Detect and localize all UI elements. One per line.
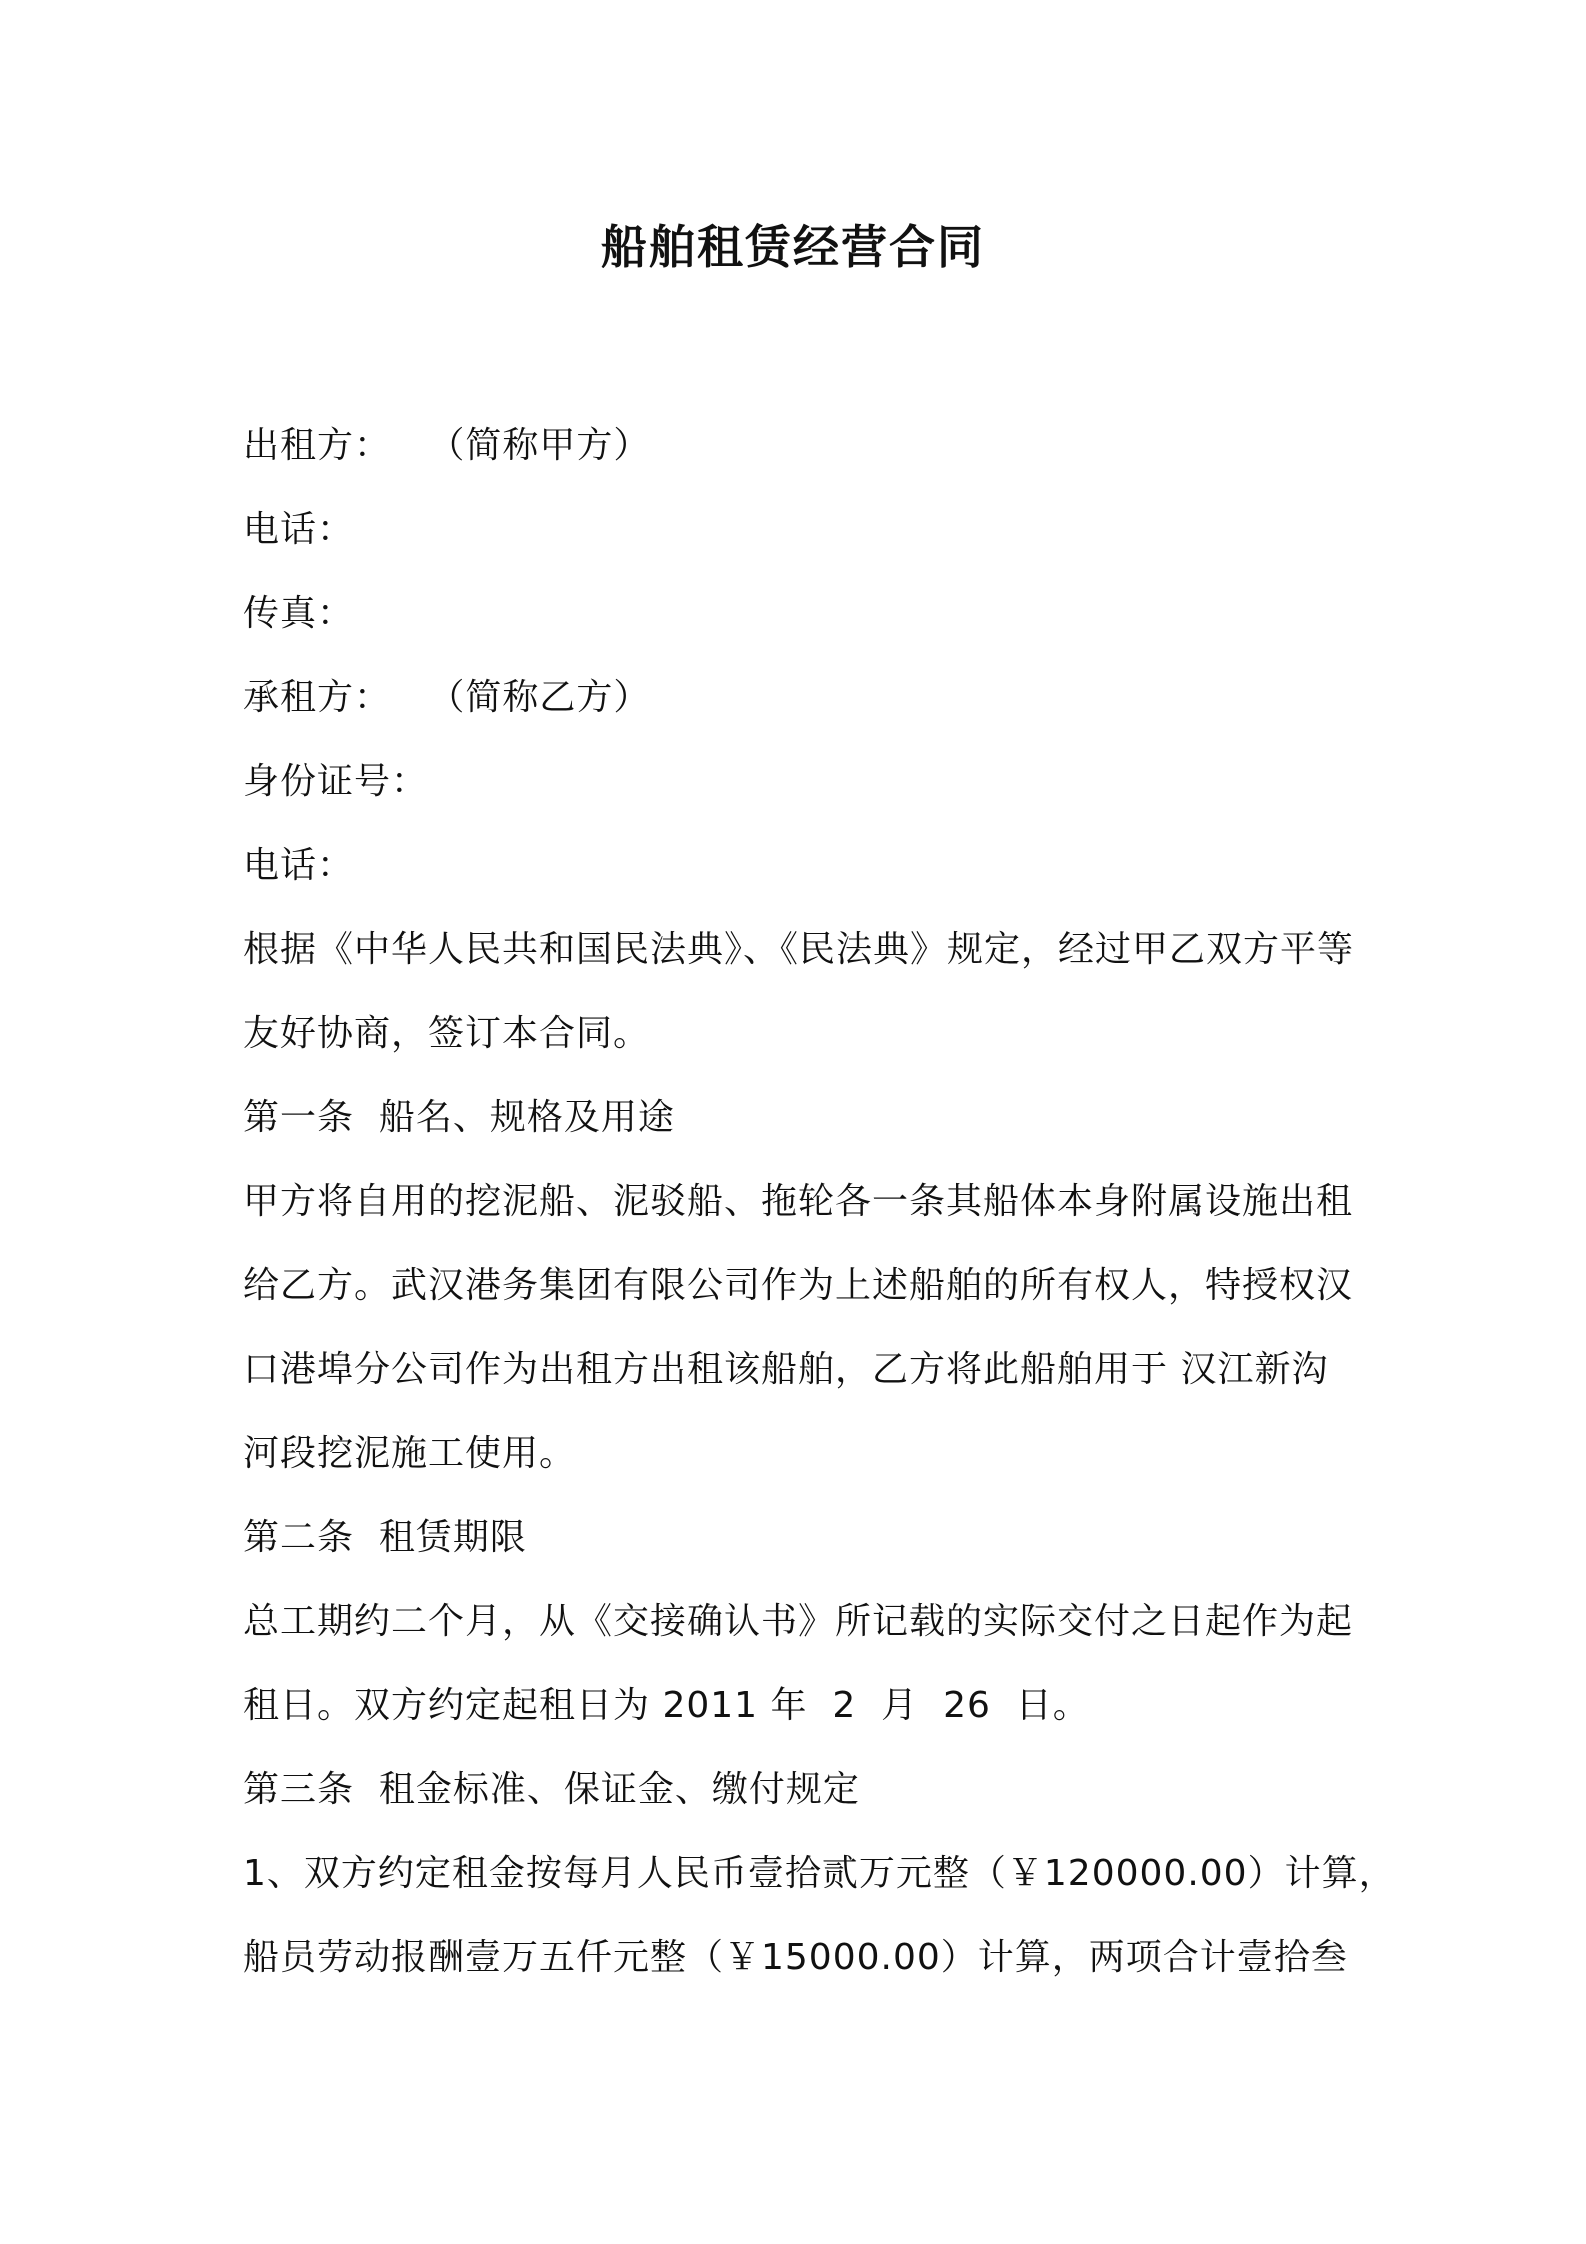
lessee-line: 承租方： （简称乙方） [243,677,651,718]
preamble-line: 根据《中华人民共和国民法典》、《民法典》规定，经过甲乙双方平等 [243,929,1355,970]
lessee-id-line: 身份证号： [243,761,429,802]
lessor-phone-line: 电话： [243,509,355,550]
article-1-heading: 第一条 船名、规格及用途 [243,1097,675,1138]
article-1-line: 甲方将自用的挖泥船、泥驳船、拖轮各一条其船体本身附属设施出租 [243,1181,1354,1222]
article-2-line: 租日。双方约定起租日为 2011 年 2 月 26 日。 [243,1685,1090,1726]
article-2-line: 总工期约二个月，从《交接确认书》所记载的实际交付之日起作为起 [243,1601,1354,1642]
article-3-line: 船员劳动报酬壹万五仟元整（￥15000.00）计算，两项合计壹拾叁 [243,1937,1348,1978]
article-3-line: 1、双方约定租金按每月人民币壹拾贰万元整（￥120000.00）计算， [243,1853,1396,1894]
article-1-line: 给乙方。武汉港务集团有限公司作为上述船舶的所有权人，特授权汉 [243,1265,1354,1306]
preamble-line: 友好协商，签订本合同。 [243,1013,651,1054]
document-title: 船舶租赁经营合同 [601,220,985,274]
lessor-line: 出租方： （简称甲方） [243,425,651,466]
article-1-line: 口港埠分公司作为出租方出租该船舶，乙方将此船舶用于 汉江新沟 [243,1349,1329,1390]
article-2-heading: 第二条 租赁期限 [243,1517,527,1558]
article-3-heading: 第三条 租金标准、保证金、缴付规定 [243,1769,860,1810]
document-body [243,404,1396,2000]
article-1-line: 河段挖泥施工使用。 [243,1433,577,1474]
lessee-phone-line: 电话： [243,845,355,886]
lessor-fax-line: 传真： [243,593,355,634]
